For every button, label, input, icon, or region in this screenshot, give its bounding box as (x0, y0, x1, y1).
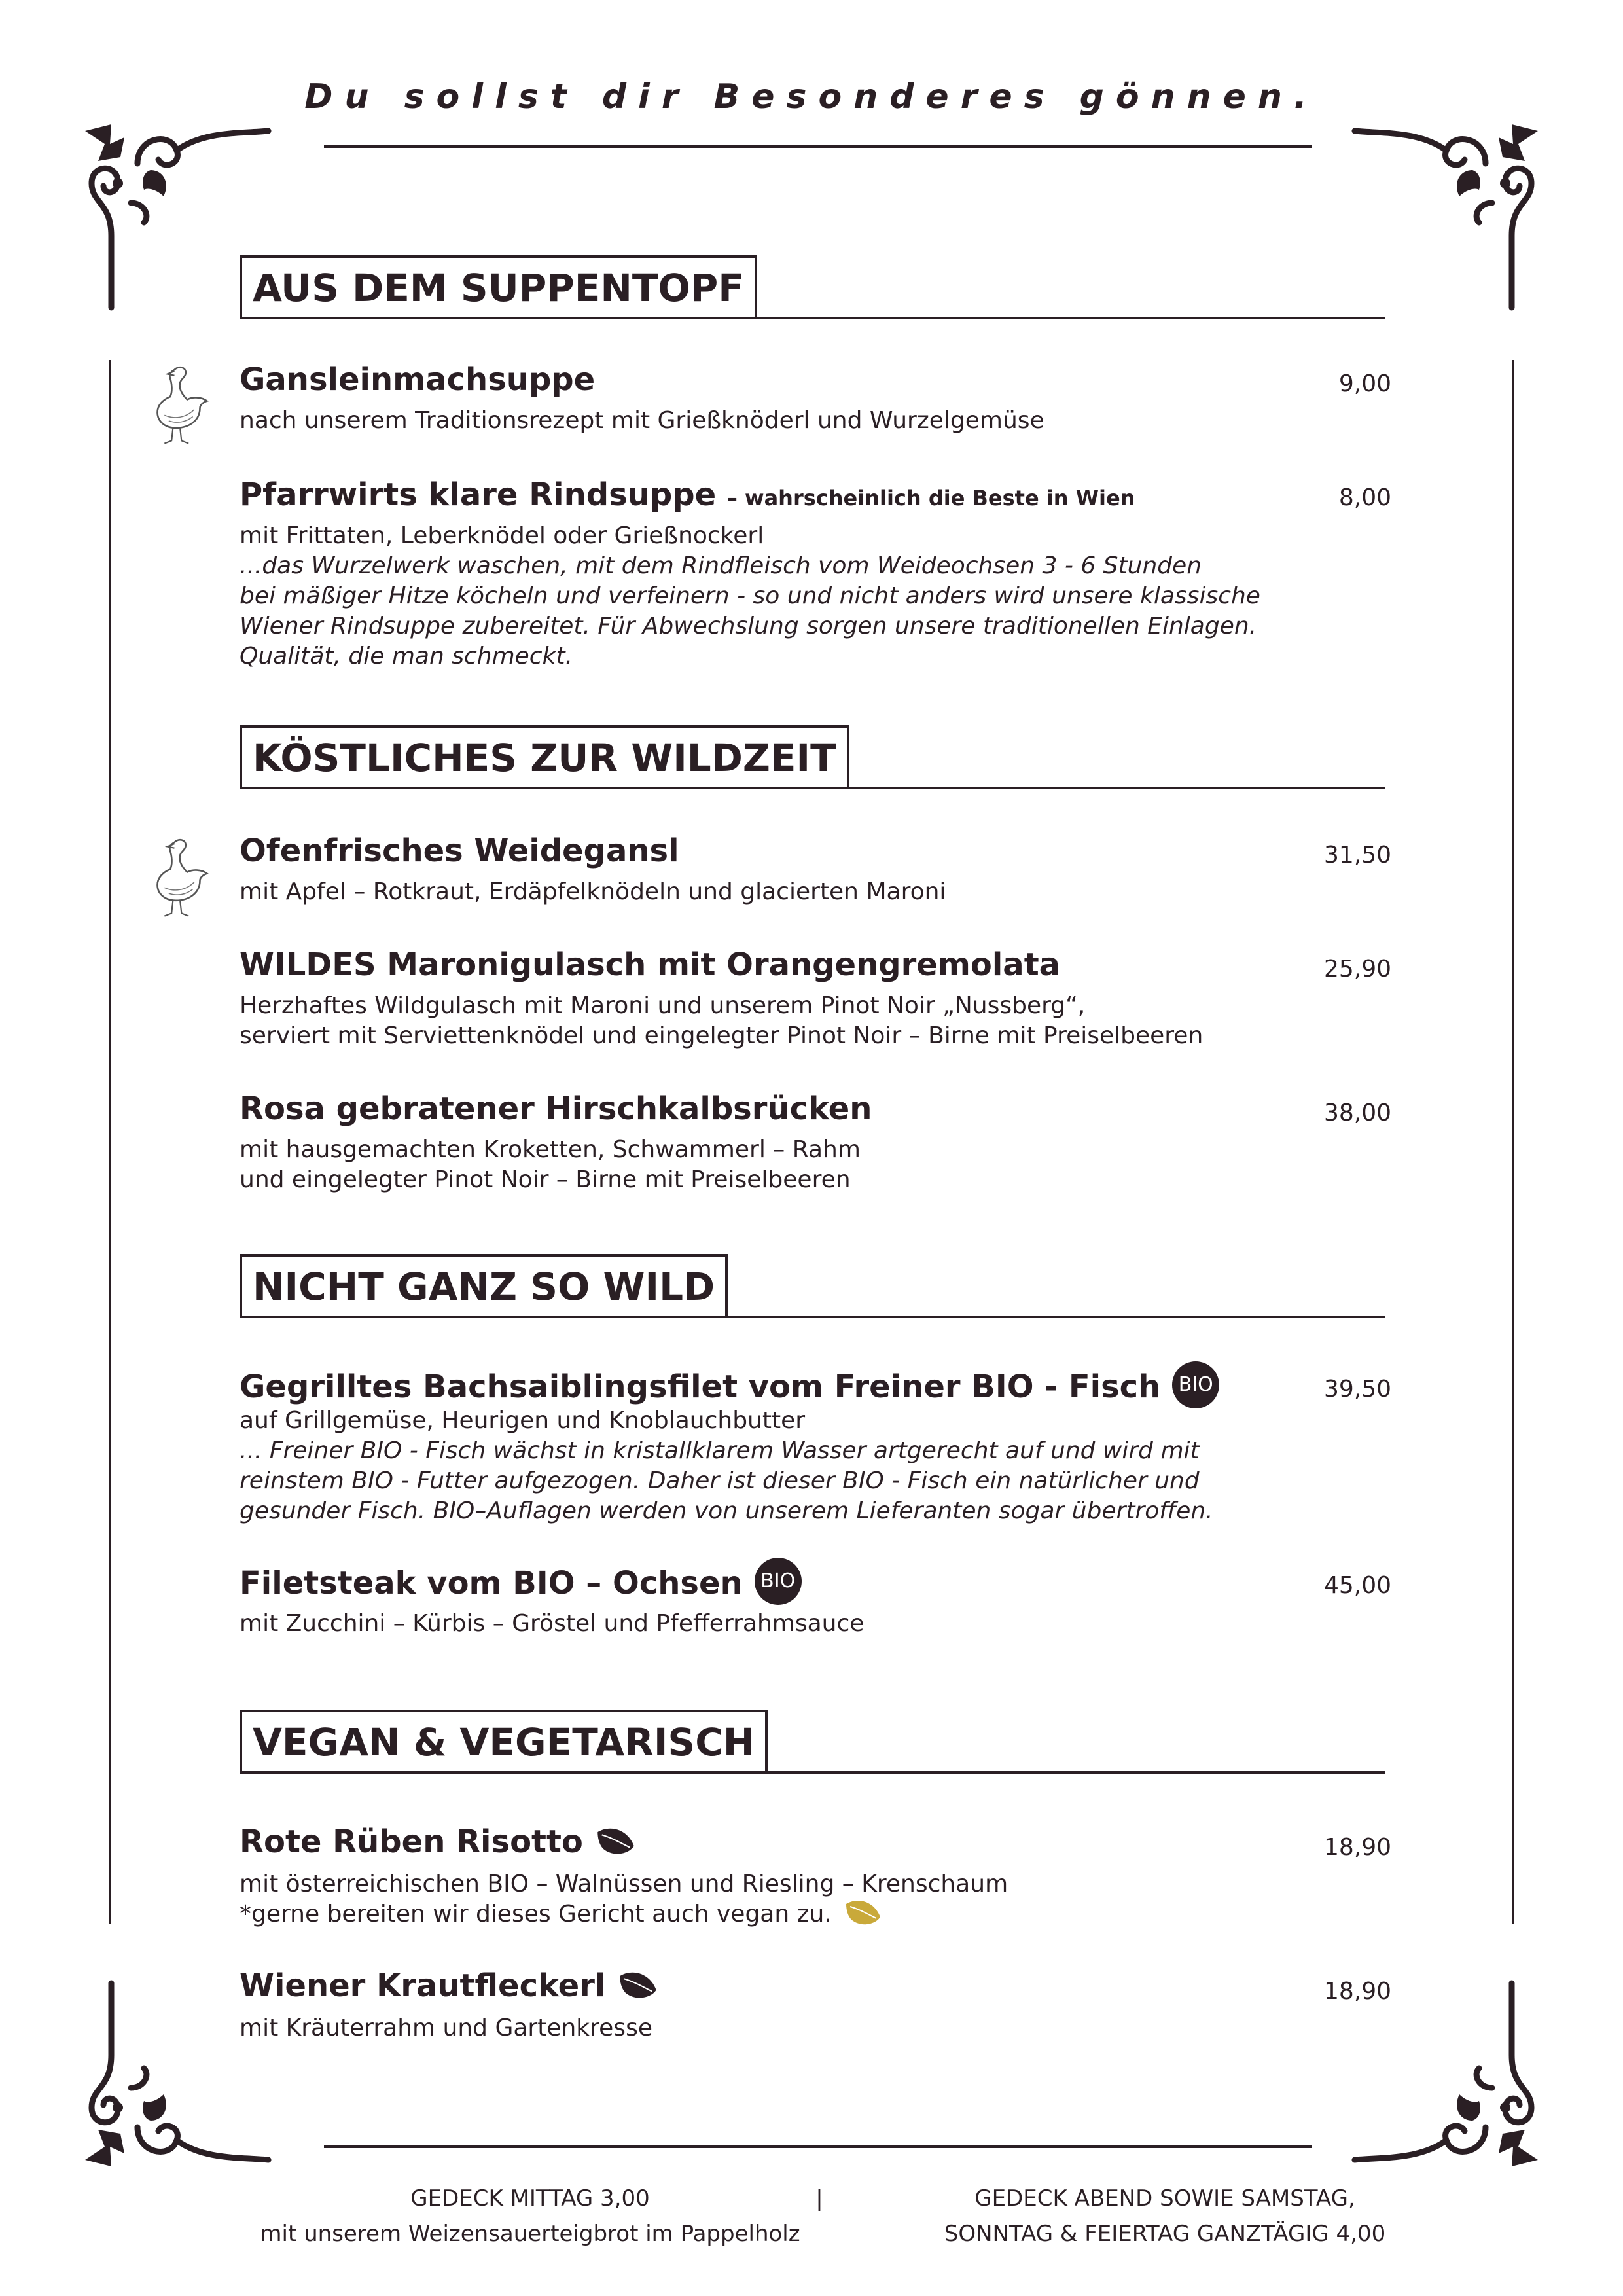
footer-right-line: SONNTAG & FEIERTAG GANZTÄGIG 4,00 (944, 2221, 1386, 2247)
section-header-suppentopf (240, 255, 757, 318)
menu-item-price: 39,50 (1323, 1376, 1391, 1403)
description-line: Herzhaftes Wildgulasch mit Maroni und unserem Pinot Noir „Nussberg“, (240, 992, 1086, 1019)
menu-item-name: Ofenfrisches Weidegansl (240, 833, 679, 869)
left-border-line (109, 360, 111, 1924)
menu-item-name-text: Filetsteak vom BIO – Ochsen (240, 1565, 743, 1602)
menu-item-price: 18,90 (1323, 1834, 1391, 1861)
menu-item-description: mit Kräuterrahm und Gartenkresse (240, 2015, 652, 2041)
menu-item-description (240, 1869, 1008, 1930)
section-underline (240, 1316, 1385, 1318)
menu-item-price: 18,90 (1323, 1978, 1391, 2005)
description-italic-line: Qualität, die man schmeckt. (240, 643, 573, 670)
footer-right-line: GEDECK ABEND SOWIE SAMSTAG, (974, 2185, 1355, 2212)
description-line: mit österreichischen BIO – Walnüssen und Riesling – Krenschaum (240, 1871, 1008, 1897)
menu-item-name (240, 1967, 659, 2004)
menu-item-name (240, 1823, 637, 1860)
footer-cover-charge-midday (236, 2181, 825, 2251)
menu-item-price: 8,00 (1338, 484, 1391, 511)
menu-item-price: 25,90 (1323, 956, 1391, 982)
menu-tagline: Du sollst dir Besonderes gönnen. (304, 77, 1319, 117)
description-italic-line: gesunder Fisch. BIO–Auflagen werden von unserem Lieferanten sogar übertroffen. (240, 1498, 1213, 1524)
menu-item-price: 31,50 (1323, 842, 1391, 869)
bio-badge-icon: BIO (755, 1558, 802, 1605)
top-divider (324, 145, 1312, 148)
vegetarian-leaf-icon (617, 1969, 659, 2001)
description-line (240, 1899, 1008, 1930)
section-underline (240, 1771, 1385, 1774)
goose-icon (143, 361, 215, 446)
corner-ornament-top-right (1342, 105, 1551, 321)
section-header-nicht-ganz-so-wild (240, 1254, 728, 1317)
menu-item-description (240, 521, 1260, 672)
description-italic-line: ...das Wurzelwerk waschen, mit dem Rindfleisch vom Weideochsen 3 - 6 Stunden (240, 552, 1202, 579)
menu-item-price: 38,00 (1323, 1100, 1391, 1126)
description-italic-line: reinstem BIO - Futter aufgezogen. Daher ist dieser BIO - Fisch ein natürlicher und (240, 1467, 1200, 1494)
footer-left-line: GEDECK MITTAG 3,00 (410, 2185, 650, 2212)
menu-item-description (240, 1406, 1213, 1526)
menu-item-name: Rosa gebratener Hirschkalbsrücken (240, 1090, 872, 1127)
footer-separator: | (815, 2185, 823, 2212)
section-underline (240, 317, 1385, 319)
menu-item-description (240, 1135, 861, 1195)
menu-item-description: nach unserem Traditionsrezept mit Grießknöderl und Wurzelgemüse (240, 407, 1044, 434)
vegan-note: *gerne bereiten wir dieses Gericht auch vegan zu. (240, 1901, 832, 1928)
section-header-vegan-vegetarisch (240, 1710, 768, 1772)
footer-left-line: mit unserem Weizensauerteigbrot im Pappelholz (260, 2221, 800, 2247)
section-underline (240, 787, 1385, 789)
menu-item-note: – wahrscheinlich die Beste in Wien (726, 486, 1135, 511)
description-italic-line: Wiener Rindsuppe zubereitet. Für Abwechslung sorgen unsere traditionellen Einlagen. (240, 613, 1257, 639)
menu-item-name-text: Pfarrwirts klare Rindsuppe (240, 476, 717, 513)
bottom-divider (324, 2145, 1312, 2148)
section-title: KÖSTLICHES ZUR WILDZEIT (253, 736, 836, 780)
footer-cover-charge-evening (890, 2181, 1440, 2251)
description-line: und eingelegter Pinot Noir – Birne mit Preiselbeeren (240, 1166, 851, 1193)
section-header-wildzeit (240, 725, 849, 788)
menu-item-description: mit Zucchini – Kürbis – Gröstel und Pfefferrahmsauce (240, 1610, 865, 1637)
right-border-line (1512, 360, 1514, 1924)
menu-item-name-text: Rote Rüben Risotto (240, 1823, 583, 1860)
menu-item-name (240, 1562, 802, 1609)
menu-item-name: WILDES Maronigulasch mit Orangengremolata (240, 946, 1061, 983)
section-title: NICHT GANZ SO WILD (253, 1265, 715, 1309)
description-line: mit Frittaten, Leberknödel oder Grießnockerl (240, 522, 764, 549)
description-line: serviert mit Serviettenknödel und eingelegter Pinot Noir – Birne mit Preiselbeeren (240, 1022, 1204, 1049)
description-line: auf Grillgemüse, Heurigen und Knoblauchbutter (240, 1407, 806, 1434)
bio-badge-icon: BIO (1172, 1361, 1219, 1408)
section-title: VEGAN & VEGETARISCH (253, 1720, 755, 1765)
description-italic-line: bei mäßiger Hitze köcheln und verfeinern - so und nicht anders wird unsere klassische (240, 583, 1260, 609)
vegetarian-leaf-icon (595, 1825, 637, 1857)
menu-item-description (240, 991, 1203, 1051)
description-line: mit hausgemachten Kroketten, Schwammerl – Rahm (240, 1136, 861, 1163)
menu-item-name-text: Gegrilltes Bachsaiblingsfilet vom Freiner BIO - Fisch (240, 1369, 1161, 1405)
vegan-leaf-icon (844, 1897, 883, 1928)
menu-item-price: 9,00 (1338, 370, 1391, 397)
menu-item-name-text: Wiener Krautfleckerl (240, 1967, 606, 2004)
menu-item-description: mit Apfel – Rotkraut, Erdäpfelknödeln und glacierten Maroni (240, 878, 946, 905)
goose-icon (143, 834, 215, 919)
menu-item-price: 45,00 (1323, 1572, 1391, 1599)
menu-item-name (240, 476, 1135, 513)
description-italic-line: ... Freiner BIO - Fisch wächst in kristallklarem Wasser artgerecht auf und wird mit (240, 1437, 1200, 1464)
menu-item-name: Gansleinmachsuppe (240, 361, 596, 398)
section-title: AUS DEM SUPPENTOPF (253, 266, 744, 310)
